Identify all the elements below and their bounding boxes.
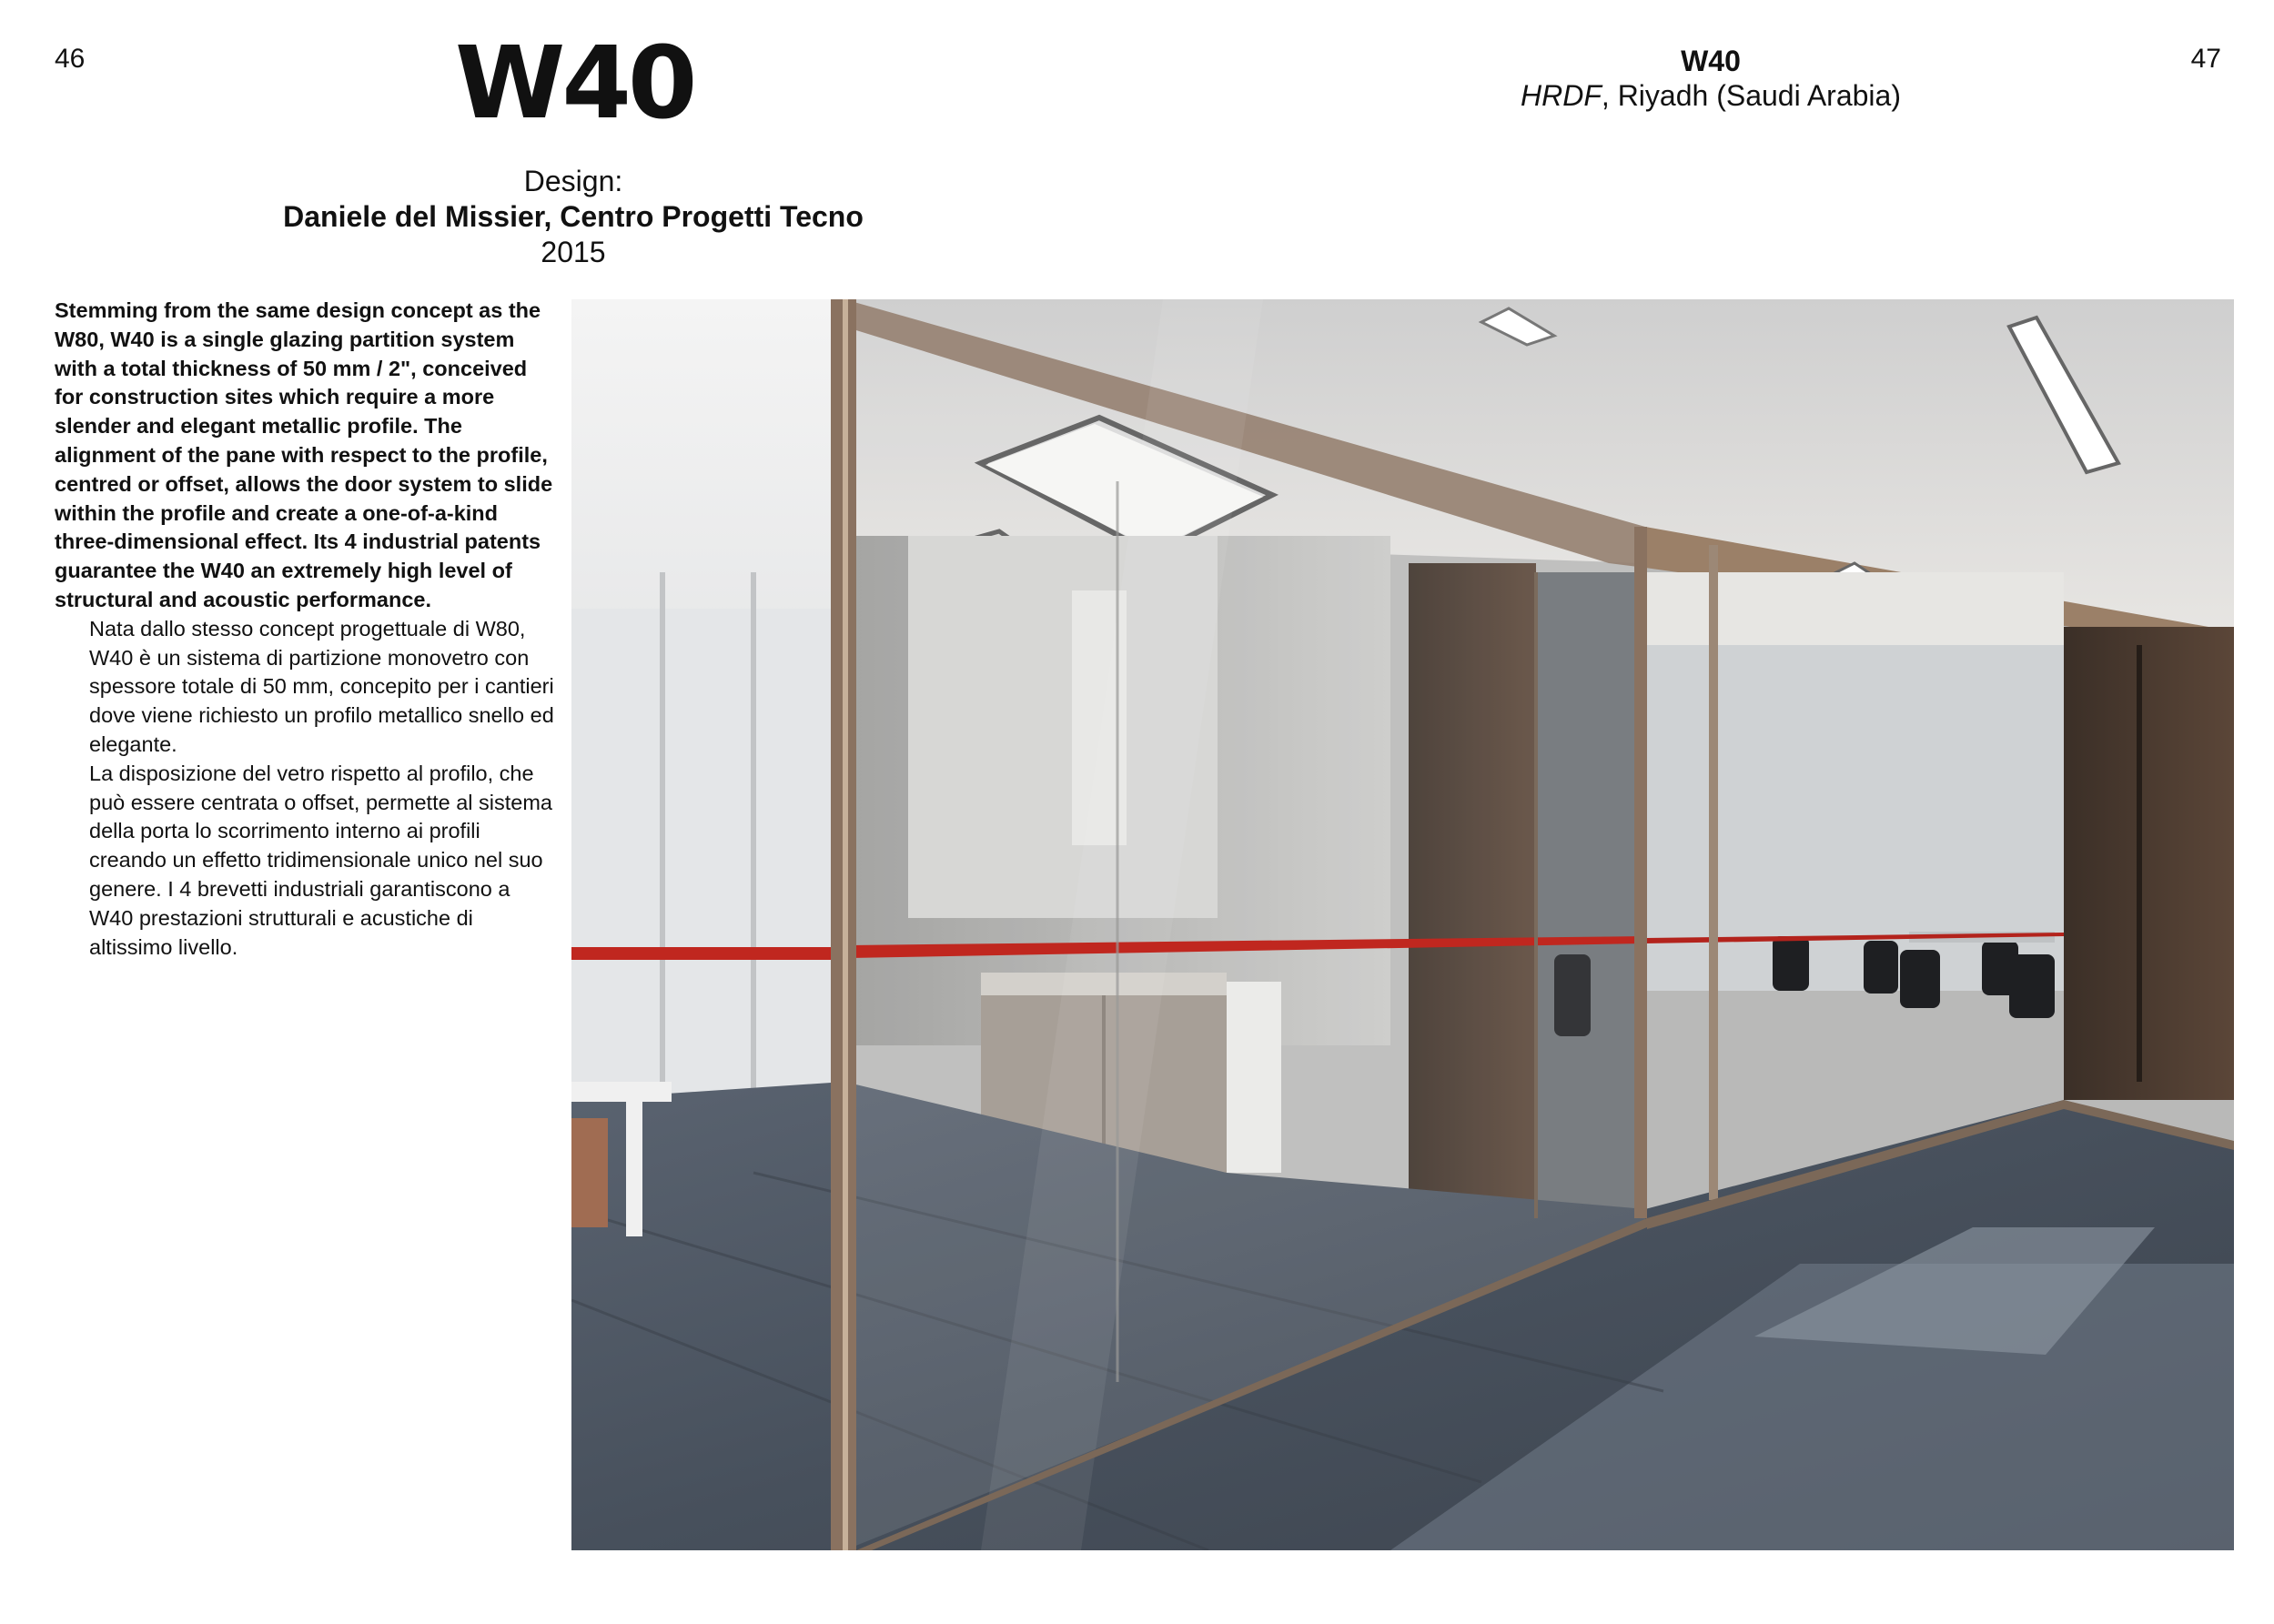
description-italian-1: Nata dallo stesso concept progettuale di W80, W40 è un sistema di partizione monovetro con spessore totale di 50 mm, concepito per i cantieri dove viene richiesto un profilo metallico snello ed elegante.	[89, 616, 554, 756]
project-location-line	[1456, 78, 1966, 113]
office-interior-illustration	[571, 299, 2234, 1550]
project-product-title: W40	[1681, 45, 1741, 77]
page-number-right: 47	[2190, 44, 2221, 74]
description-english: Stemming from the same design concept as the W80, W40 is a single glazing partition system with a total thickness of 50 mm / 2", conceived for construction sites which require a more slender and elegant metallic profile. The alignment of the pane with respect to the profile, centred or offset, allows the door system to slide within the profile and create a one-of-a-kind three-dimensional effect. Its 4 industrial patents guarantee the W40 an extremely high level of structural and acoustic performance.	[55, 298, 553, 611]
designer-names: Daniele del Missier, Centro Progetti Tecno	[283, 200, 864, 233]
description-italian-2: La disposizione del vetro rispetto al profilo, che può essere centrata o offset, permette al sistema della porta lo scorrimento interno ai profili creando un effetto tridimensionale unico nel suo genere. I 4 brevetti industriali garantiscono a W40 prestazioni strutturali e acustiche di altissimo livello.	[89, 761, 553, 959]
project-caption	[1456, 44, 1966, 113]
page-number-left: 46	[55, 44, 86, 74]
office-photo	[571, 299, 2234, 1550]
project-location: , Riyadh (Saudi Arabia)	[1601, 79, 1901, 112]
design-label: Design:	[523, 165, 623, 197]
project-name: HRDF	[1521, 79, 1602, 112]
product-description	[55, 297, 560, 962]
design-credit	[237, 164, 910, 270]
product-title: W40	[455, 25, 694, 141]
design-year: 2015	[541, 236, 606, 268]
